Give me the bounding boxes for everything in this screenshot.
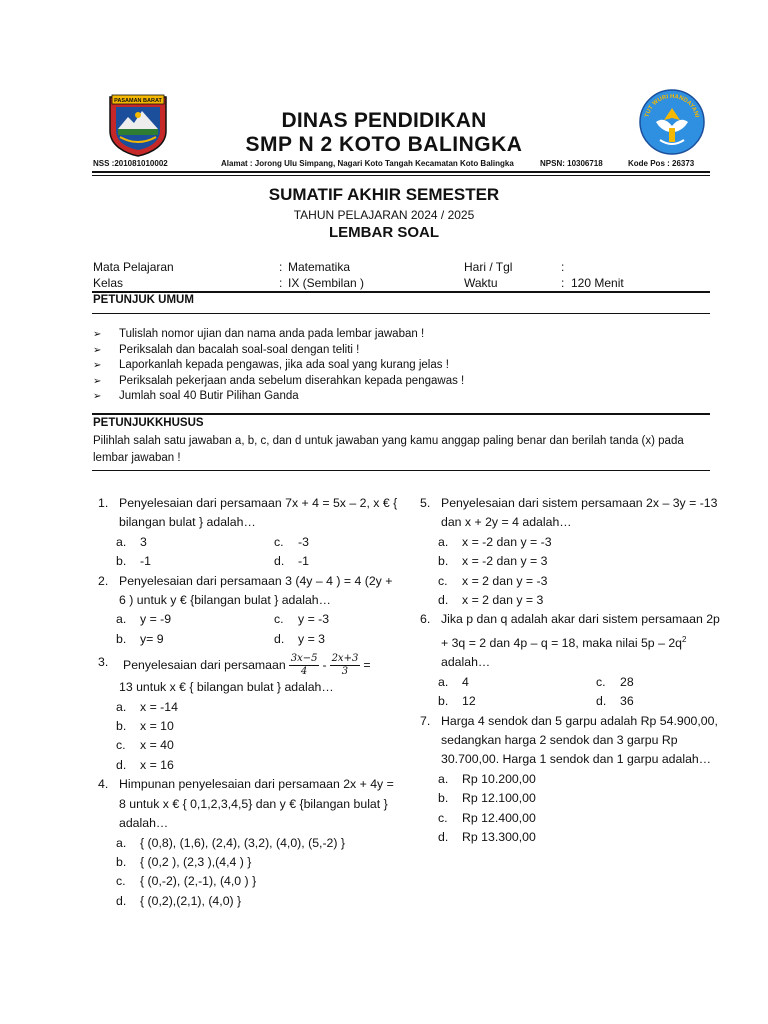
nss-number: NSS :201081010002 xyxy=(93,159,168,168)
question-4: 4. Himpunan penyelesaian dari persamaan 2x + 4y = 8 untuk x € { 0,1,2,3,4,5} dan y € {bilangan bulat } adalah… xyxy=(98,777,394,831)
option-a: x = -2 dan y = -3 xyxy=(462,534,552,549)
special-instructions-divider-bottom xyxy=(92,470,710,471)
option-b: x = -2 dan y = 3 xyxy=(462,554,548,569)
arrow-bullet-icon: ➢ xyxy=(93,360,102,371)
time-value: 120 Menit xyxy=(571,276,624,290)
option-d: -1 xyxy=(298,554,309,569)
fraction-2: $\frac{2x+3}{3}$ xyxy=(331,653,359,678)
class-label: Kelas xyxy=(93,276,124,290)
class-value: IX (Sembilan ) xyxy=(288,276,365,290)
question-7: 7. Harga 4 sendok dan 5 garpu adalah Rp 54.900,00, sedangkan harga 2 sendok dan 3 garpu Rp 30.700,00. Harga 1 sendok dan 1 garpu adalah… xyxy=(420,713,718,767)
special-instructions-heading: PETUNJUKKHUSUS xyxy=(93,417,204,429)
list-item: ➢ Laporkanlah kepada pengawas, jika ada soal yang kurang jelas ! xyxy=(93,358,464,374)
class-separator: : xyxy=(279,276,283,290)
question-5: 5. Penyelesaian dari sistem persamaan 2x – 3y = -13 dan x + 2y = 4 adalah… xyxy=(420,496,718,530)
option-a: 4 xyxy=(462,674,469,689)
npsn-number: NPSN: 10306718 xyxy=(540,159,603,168)
option-c: 28 xyxy=(620,674,634,689)
option-d: x = 16 xyxy=(140,757,174,772)
general-instructions-list xyxy=(93,327,464,405)
time-label: Waktu xyxy=(464,276,498,290)
option-b: { (0,2 ), (2,3 ),(4,4 ) } xyxy=(140,854,252,869)
info-divider xyxy=(92,291,710,293)
option-c: y = -3 xyxy=(298,612,330,627)
left-question-column: 1. Penyelesaian dari persamaan 7x + 4 = 5x – 2, x € { bilangan bulat } adalah… a. 3 c. -3 b. -1 d. -1 2. Penyelesaian dari persamaan 3 (4y – 4 ) = 4 (2y + 6 ) untuk y € {bilangan bulat } adalah… a. y = -9 c. y = -3 b. y= 9 d. y = 3 3. Penyelesaian dari persamaan $\frac{3x-5}{4}$ - $\frac{2x+3}{3}$ = 13 untuk x € { bilangan bulat } adalah… a. x = -14 b. x = 10 c. x = 40 d. x = 16 4. Himpunan penyelesaian dari persamaan 2x + 4y = 8 untuk x € { 0,1,2,3,4,5} dan y € {bilangan bulat } adalah… a. { (0,8), (1,6), (2,4), (3,2), (4,0), (5,-2) } b. { (0,2 ), (2,3 ),(4,4 ) } c. { (0,-2), (2,-1), (4,0 ) } d. { (0,2),(2,1), (4,0) } xyxy=(98,494,402,911)
arrow-bullet-icon: ➢ xyxy=(93,391,102,402)
option-b: Rp 12.100,00 xyxy=(462,791,536,806)
option-c: x = 40 xyxy=(140,738,174,753)
option-b: -1 xyxy=(140,554,151,569)
arrow-bullet-icon: ➢ xyxy=(93,375,102,387)
question-2: 2. Penyelesaian dari persamaan 3 (4y – 4 ) = 4 (2y + 6 ) untuk y € {bilangan bulat } adalah… xyxy=(98,573,393,608)
header-divider-thin xyxy=(92,175,710,176)
school-address: Alamat : Jorong Ulu Simpang, Nagari Koto Tangah Kecamatan Koto Balingka xyxy=(221,159,514,168)
time-separator: : xyxy=(561,276,565,290)
question-1: 1. Penyelesaian dari persamaan 7x + 4 = 5x – 2, x € { bilangan bulat } adalah… xyxy=(98,496,398,530)
agency-title: DINAS PENDIDIKAN xyxy=(281,109,487,132)
question-3: 3. Penyelesaian dari persamaan $\frac{3x-5}{4}$ - $\frac{2x+3}{3}$ = 13 untuk x € { bilangan bulat } adalah… xyxy=(98,653,371,695)
subject-value: Matematika xyxy=(288,260,351,274)
option-a: y = -9 xyxy=(140,612,172,627)
exam-title: SUMATIF AKHIR SEMESTER xyxy=(268,185,500,204)
option-c: x = 2 dan y = -3 xyxy=(462,573,548,588)
academic-year: TAHUN PELAJARAN 2024 / 2025 xyxy=(293,208,475,222)
option-c: -3 xyxy=(298,534,309,549)
subject-separator: : xyxy=(279,260,283,274)
option-d: 36 xyxy=(620,694,634,709)
arrow-bullet-icon: ➢ xyxy=(93,329,102,340)
option-a: x = -14 xyxy=(140,699,178,714)
option-d: y = 3 xyxy=(298,631,326,646)
option-d: x = 2 dan y = 3 xyxy=(462,593,544,608)
option-c: Rp 12.400,00 xyxy=(462,810,536,825)
option-a: { (0,8), (1,6), (2,4), (3,2), (4,0), (5,-2) } xyxy=(140,835,346,850)
tut-wuri-motto-text: TUT WURI HANDAYANI xyxy=(644,93,700,119)
postal-code: Kode Pos : 26373 xyxy=(628,159,695,168)
option-b: y= 9 xyxy=(140,631,164,646)
special-instructions-text: Pilihlah salah satu jawaban a, b, c, dan d untuk jawaban yang kamu anggap paling benar dan berilah tanda (x) pada lembar jawaban ! xyxy=(93,435,684,464)
option-b: x = 10 xyxy=(140,719,174,734)
school-name: SMP N 2 KOTO BALINGKA xyxy=(245,133,523,156)
option-b: 12 xyxy=(462,694,476,709)
general-instructions-heading: PETUNJUK UMUM xyxy=(93,294,194,306)
sheet-title: LEMBAR SOAL xyxy=(329,224,439,241)
right-question-column: 5. Penyelesaian dari sistem persamaan 2x – 3y = -13 dan x + 2y = 4 adalah… a. x = -2 dan y = -3 b. x = -2 dan y = 3 c. x = 2 dan y = -3 d. x = 2 dan y = 3 6. Jika p dan q adalah akar dari sistem persamaan 2p + 3q = 2 dan 4p – q = 18, maka nilai $5p - 2q^2$ adalah… a. 4 c. 28 b. 12 d. 36 7. Harga 4 sendok dan 5 garpu adalah Rp 54.900,00, sedangkan harga 2 sendok dan 3 garpu Rp 30.700,00. Harga 1 sendok dan 1 garpu adalah… a. Rp 10.200,00 b. Rp 12.100,00 c. Rp 12.400,00 d. Rp 13.300,00 xyxy=(420,494,722,847)
list-item: ➢ Tulislah nomor ujian dan nama anda pada lembar jawaban ! xyxy=(93,327,464,343)
list-item: ➢ Jumlah soal 40 Butir Pilihan Ganda xyxy=(93,389,464,405)
arrow-bullet-icon: ➢ xyxy=(93,344,102,356)
question-6: 6. Jika p dan q adalah akar dari sistem persamaan 2p + 3q = 2 dan 4p – q = 18, maka nilai $5p - 2q^2$ adalah… xyxy=(420,612,720,670)
option-d: { (0,2),(2,1), (4,0) } xyxy=(140,893,242,908)
date-separator: : xyxy=(561,260,565,274)
option-a: 3 xyxy=(140,534,147,549)
crest-banner-text: PASAMAN BARAT xyxy=(114,98,162,104)
subject-label: Mata Pelajaran xyxy=(93,260,174,274)
list-item: ➢ Periksalah dan bacalah soal-soal dengan teliti ! xyxy=(93,343,464,359)
list-item: ➢ Periksalah pekerjaan anda sebelum diserahkan kepada pengawas ! xyxy=(93,374,464,390)
header-divider-thick xyxy=(92,171,710,173)
option-d: Rp 13.300,00 xyxy=(462,830,536,844)
option-a: Rp 10.200,00 xyxy=(462,771,536,786)
general-instructions-divider xyxy=(92,313,710,314)
fraction-1: $\frac{3x-5}{4}$ xyxy=(290,653,318,678)
date-label: Hari / Tgl xyxy=(464,260,513,274)
option-c: { (0,-2), (2,-1), (4,0 ) } xyxy=(140,874,257,889)
special-instructions-divider-top xyxy=(92,413,710,415)
